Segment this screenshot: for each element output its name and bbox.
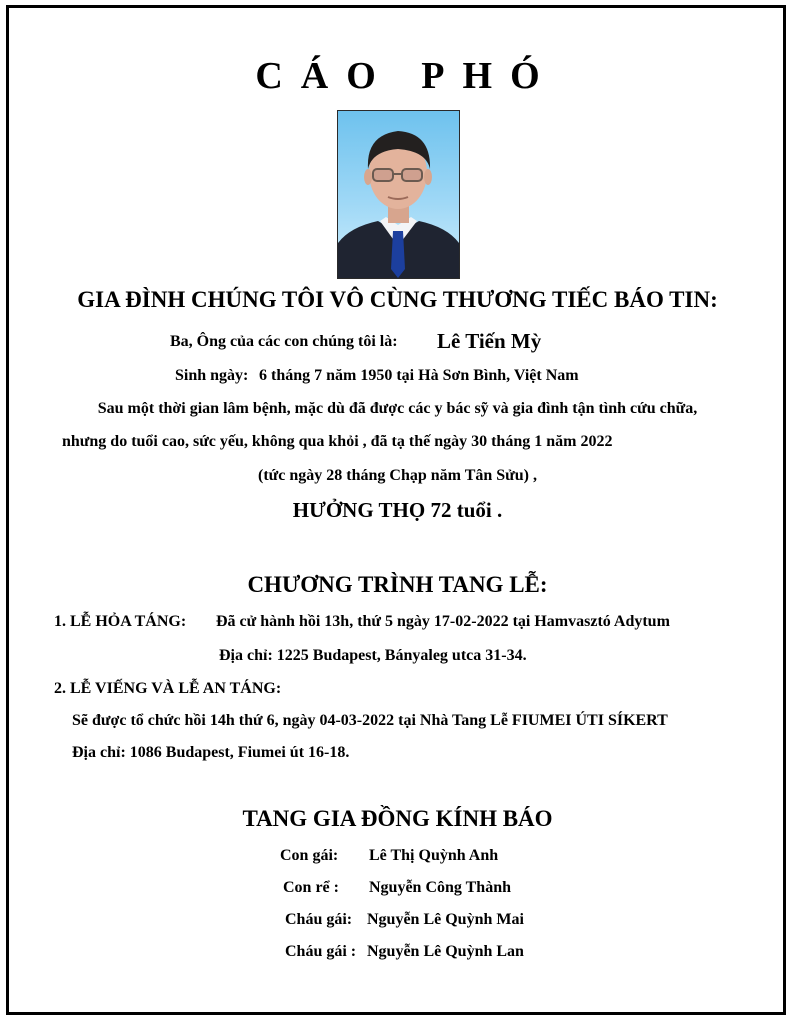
family-name-1: Lê Thị Quỳnh Anh: [369, 847, 499, 864]
cremation-address: Địa chỉ: 1225 Budapest, Bányaleg utca 31-34.: [219, 647, 527, 664]
viewing-label: 2. LỄ VIẾNG VÀ LỄ AN TÁNG:: [54, 680, 282, 697]
lunar-date: (tức ngày 28 tháng Chạp năm Tân Sửu) ,: [258, 467, 537, 484]
family-name-3: Nguyễn Lê Quỳnh Mai: [367, 911, 524, 928]
family-relation-2: Con rể :: [283, 879, 339, 896]
family-name-4: Nguyễn Lê Quỳnh Lan: [367, 943, 524, 960]
birth-date-place: 6 tháng 7 năm 1950 tại Hà Sơn Bình, Việt Nam: [259, 367, 579, 384]
age-line: HƯỞNG THỌ 72 tuổi .: [292, 498, 503, 522]
paragraph-line-2: nhưng do tuổi cao, sức yếu, không qua khỏi , đã tạ thế ngày 30 tháng 1 năm 2022: [62, 433, 613, 450]
portrait-photo: [337, 110, 460, 279]
cremation-detail: Đã cử hành hồi 13h, thứ 5 ngày 17-02-2022 tại Hamvasztó Adytum: [216, 613, 670, 630]
cremation-label: 1. LỄ HỎA TÁNG:: [54, 613, 187, 630]
intro-label: Ba, Ông của các con chúng tôi là:: [170, 333, 398, 350]
family-relation-4: Cháu gái :: [285, 943, 357, 960]
family-heading: TANG GIA ĐỒNG KÍNH BÁO: [242, 806, 553, 831]
family-relation-1: Con gái:: [280, 847, 339, 864]
family-relation-3: Cháu gái:: [285, 911, 353, 928]
program-heading: CHƯƠNG TRÌNH TANG LỄ:: [247, 572, 548, 597]
viewing-address: Địa chỉ: 1086 Budapest, Fiumei út 16-18.: [72, 744, 350, 761]
portrait-illustration: [338, 111, 459, 278]
family-name-2: Nguyễn Công Thành: [369, 879, 511, 896]
viewing-detail: Sẽ được tổ chức hồi 14h thứ 6, ngày 04-03-2022 tại Nhà Tang Lễ FIUMEI ÚTI SÍKERT: [72, 712, 668, 729]
birth-label: Sinh ngày:: [175, 367, 249, 384]
paragraph-line-1: Sau một thời gian lâm bệnh, mặc dù đã được các y bác sỹ và gia đình tận tình cứu chữa,: [97, 400, 698, 417]
page-title: CÁO PHÓ: [255, 55, 558, 97]
deceased-name: Lê Tiến Mỳ: [437, 329, 542, 353]
announcement-heading: GIA ĐÌNH CHÚNG TÔI VÔ CÙNG THƯƠNG TIẾC BÁO TIN:: [77, 287, 718, 312]
